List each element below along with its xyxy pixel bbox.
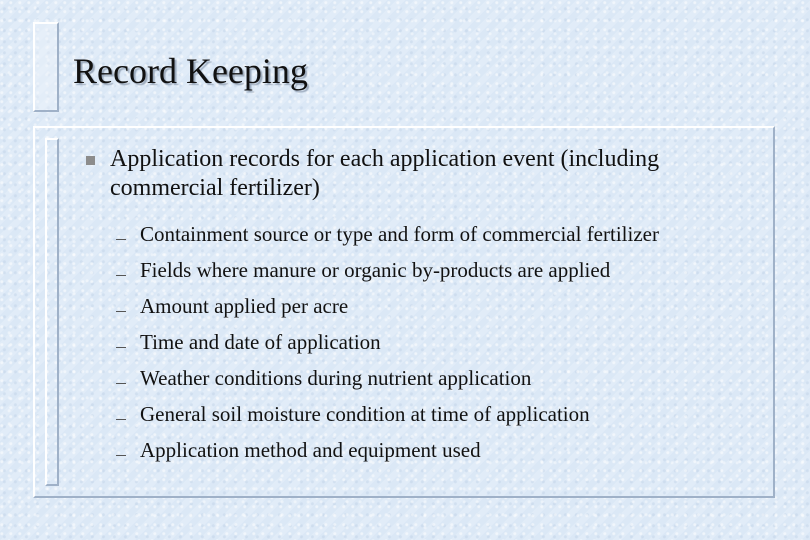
dash-bullet-icon	[116, 455, 126, 456]
list-item	[116, 360, 659, 396]
dash-bullet-icon	[116, 239, 126, 240]
sub-bullet-text: General soil moisture condition at time of application	[140, 401, 590, 426]
dash-bullet-icon	[116, 347, 126, 348]
content-accent-bar	[45, 138, 59, 486]
dash-bullet-icon	[116, 311, 126, 312]
dash-bullet-icon	[116, 275, 126, 276]
list-item	[116, 288, 659, 324]
title-frame	[33, 22, 775, 114]
list-item	[116, 324, 659, 360]
main-bullet-text: Application records for each application event (including commercial fertilizer)	[110, 146, 660, 201]
slide-title: Record Keeping	[73, 51, 308, 91]
dash-bullet-icon	[116, 419, 126, 420]
sub-bullet-text: Amount applied per acre	[140, 293, 349, 318]
sub-bullet-text: Time and date of application	[140, 329, 381, 354]
list-item	[116, 432, 659, 468]
title-accent-bar	[33, 22, 59, 112]
list-item	[116, 252, 659, 288]
dash-bullet-icon	[116, 383, 126, 384]
sub-bullet-text: Fields where manure or organic by-products are applied	[140, 257, 611, 282]
list-item	[116, 396, 659, 432]
square-bullet-icon	[86, 156, 95, 165]
sub-bullet-text: Containment source or type and form of commercial fertilizer	[140, 221, 659, 246]
sub-bullet-list	[116, 216, 659, 468]
sub-bullet-text: Weather conditions during nutrient application	[140, 365, 532, 390]
sub-bullet-text: Application method and equipment used	[140, 437, 481, 462]
list-item	[116, 216, 659, 252]
